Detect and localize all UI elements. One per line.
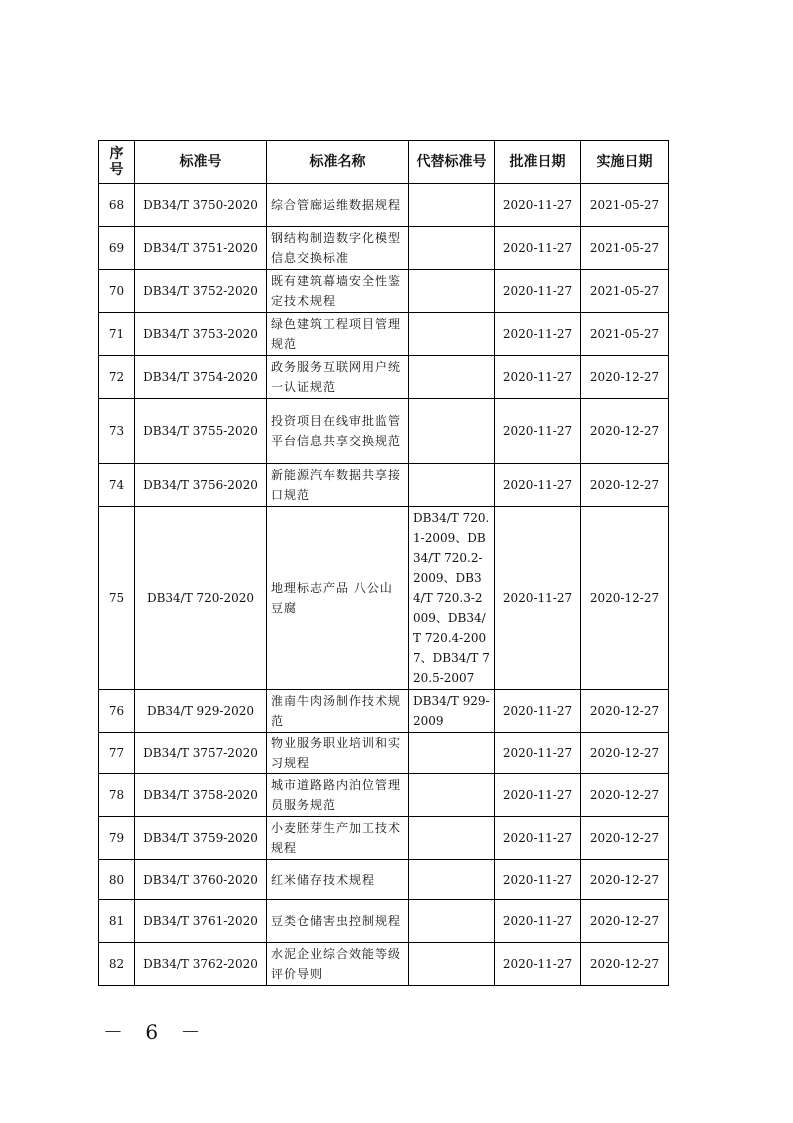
table-row: [99, 184, 669, 227]
cell-effective-date: 2021-05-27: [581, 313, 669, 356]
cell-approval-date: 2020-11-27: [495, 464, 581, 507]
table-row: [99, 356, 669, 399]
table-header-row: [99, 141, 669, 184]
cell-approval-date: 2020-11-27: [495, 774, 581, 817]
table-body: [99, 184, 669, 986]
cell-standard-code: DB34/T 3753-2020: [135, 313, 267, 356]
cell-approval-date: 2020-11-27: [495, 690, 581, 733]
cell-replaced-standard: [409, 464, 495, 507]
cell-standard-name: 淮南牛肉汤制作技术规范: [267, 690, 409, 733]
table-row: [99, 227, 669, 270]
cell-standard-name: 豆类仓储害虫控制规程: [267, 900, 409, 943]
table-row: [99, 900, 669, 943]
cell-replaced-standard: [409, 227, 495, 270]
cell-replaced-standard: [409, 943, 495, 986]
page-number: － 6 －: [103, 1020, 209, 1044]
cell-replaced-standard: DB34/T 720.1-2009、DB34/T 720.2-2009、DB34/T 720.3-2009、DB34/T 720.4-2007、DB34/T 720.5-2007: [409, 507, 495, 690]
cell-approval-date: 2020-11-27: [495, 817, 581, 860]
cell-replaced-standard: DB34/T 929-2009: [409, 690, 495, 733]
cell-approval-date: 2020-11-27: [495, 313, 581, 356]
header-effective-date: 实施日期: [581, 141, 669, 184]
cell-standard-code: DB34/T 3758-2020: [135, 774, 267, 817]
cell-serial: 69: [99, 227, 135, 270]
cell-effective-date: 2021-05-27: [581, 270, 669, 313]
cell-approval-date: 2020-11-27: [495, 184, 581, 227]
table-row: [99, 313, 669, 356]
cell-replaced-standard: [409, 860, 495, 900]
cell-standard-name: 综合管廊运维数据规程: [267, 184, 409, 227]
cell-effective-date: 2021-05-27: [581, 184, 669, 227]
cell-standard-name: 小麦胚芽生产加工技术规程: [267, 817, 409, 860]
header-serial: 序号: [99, 141, 135, 184]
cell-standard-code: DB34/T 3759-2020: [135, 817, 267, 860]
cell-effective-date: 2020-12-27: [581, 690, 669, 733]
cell-standard-code: DB34/T 3754-2020: [135, 356, 267, 399]
cell-standard-code: DB34/T 3761-2020: [135, 900, 267, 943]
cell-serial: 78: [99, 774, 135, 817]
cell-effective-date: 2020-12-27: [581, 900, 669, 943]
header-replaced-standard: 代替标准号: [409, 141, 495, 184]
cell-serial: 68: [99, 184, 135, 227]
cell-approval-date: 2020-11-27: [495, 356, 581, 399]
cell-replaced-standard: [409, 774, 495, 817]
cell-standard-code: DB34/T 3757-2020: [135, 733, 267, 774]
cell-standard-name: 钢结构制造数字化模型信息交换标准: [267, 227, 409, 270]
cell-serial: 74: [99, 464, 135, 507]
cell-standard-name: 水泥企业综合效能等级评价导则: [267, 943, 409, 986]
cell-serial: 76: [99, 690, 135, 733]
cell-effective-date: 2020-12-27: [581, 399, 669, 464]
header-approval-date: 批准日期: [495, 141, 581, 184]
table-row: [99, 399, 669, 464]
cell-approval-date: 2020-11-27: [495, 900, 581, 943]
cell-serial: 80: [99, 860, 135, 900]
cell-serial: 79: [99, 817, 135, 860]
cell-approval-date: 2020-11-27: [495, 733, 581, 774]
table-row: [99, 733, 669, 774]
cell-serial: 82: [99, 943, 135, 986]
cell-standard-name: 红米储存技术规程: [267, 860, 409, 900]
cell-effective-date: 2020-12-27: [581, 774, 669, 817]
table-row: [99, 943, 669, 986]
cell-standard-name: 政务服务互联网用户统一认证规范: [267, 356, 409, 399]
cell-standard-name: 绿色建筑工程项目管理规范: [267, 313, 409, 356]
cell-replaced-standard: [409, 356, 495, 399]
cell-standard-code: DB34/T 3760-2020: [135, 860, 267, 900]
cell-serial: 72: [99, 356, 135, 399]
cell-replaced-standard: [409, 184, 495, 227]
cell-approval-date: 2020-11-27: [495, 860, 581, 900]
cell-effective-date: 2020-12-27: [581, 356, 669, 399]
table-row: [99, 860, 669, 900]
cell-approval-date: 2020-11-27: [495, 943, 581, 986]
cell-serial: 75: [99, 507, 135, 690]
cell-standard-name: 物业服务职业培训和实习规程: [267, 733, 409, 774]
cell-approval-date: 2020-11-27: [495, 270, 581, 313]
cell-approval-date: 2020-11-27: [495, 507, 581, 690]
header-standard-name: 标准名称: [267, 141, 409, 184]
cell-serial: 71: [99, 313, 135, 356]
cell-standard-code: DB34/T 3756-2020: [135, 464, 267, 507]
cell-standard-code: DB34/T 720-2020: [135, 507, 267, 690]
cell-standard-code: DB34/T 3751-2020: [135, 227, 267, 270]
cell-replaced-standard: [409, 313, 495, 356]
cell-serial: 73: [99, 399, 135, 464]
cell-serial: 77: [99, 733, 135, 774]
table-row: [99, 690, 669, 733]
cell-effective-date: 2020-12-27: [581, 943, 669, 986]
cell-standard-name: 城市道路路内泊位管理员服务规范: [267, 774, 409, 817]
cell-standard-name: 既有建筑幕墙安全性鉴定技术规程: [267, 270, 409, 313]
cell-replaced-standard: [409, 900, 495, 943]
cell-effective-date: 2020-12-27: [581, 464, 669, 507]
cell-approval-date: 2020-11-27: [495, 227, 581, 270]
table-row: [99, 774, 669, 817]
cell-standard-name: 投资项目在线审批监管平台信息共享交换规范: [267, 399, 409, 464]
cell-standard-code: DB34/T 3752-2020: [135, 270, 267, 313]
table-row: [99, 464, 669, 507]
cell-replaced-standard: [409, 270, 495, 313]
table-row: [99, 270, 669, 313]
table-row: [99, 817, 669, 860]
cell-effective-date: 2020-12-27: [581, 817, 669, 860]
cell-effective-date: 2020-12-27: [581, 507, 669, 690]
cell-standard-name: 新能源汽车数据共享接口规范: [267, 464, 409, 507]
cell-replaced-standard: [409, 399, 495, 464]
cell-replaced-standard: [409, 733, 495, 774]
cell-effective-date: 2020-12-27: [581, 860, 669, 900]
cell-standard-code: DB34/T 3755-2020: [135, 399, 267, 464]
cell-effective-date: 2020-12-27: [581, 733, 669, 774]
cell-serial: 81: [99, 900, 135, 943]
cell-standard-code: DB34/T 3750-2020: [135, 184, 267, 227]
cell-standard-code: DB34/T 929-2020: [135, 690, 267, 733]
cell-approval-date: 2020-11-27: [495, 399, 581, 464]
cell-standard-name: 地理标志产品 八公山豆腐: [267, 507, 409, 690]
cell-effective-date: 2021-05-27: [581, 227, 669, 270]
header-standard-code: 标准号: [135, 141, 267, 184]
cell-serial: 70: [99, 270, 135, 313]
cell-replaced-standard: [409, 817, 495, 860]
cell-standard-code: DB34/T 3762-2020: [135, 943, 267, 986]
table-row: [99, 507, 669, 690]
standards-table: [98, 140, 669, 986]
